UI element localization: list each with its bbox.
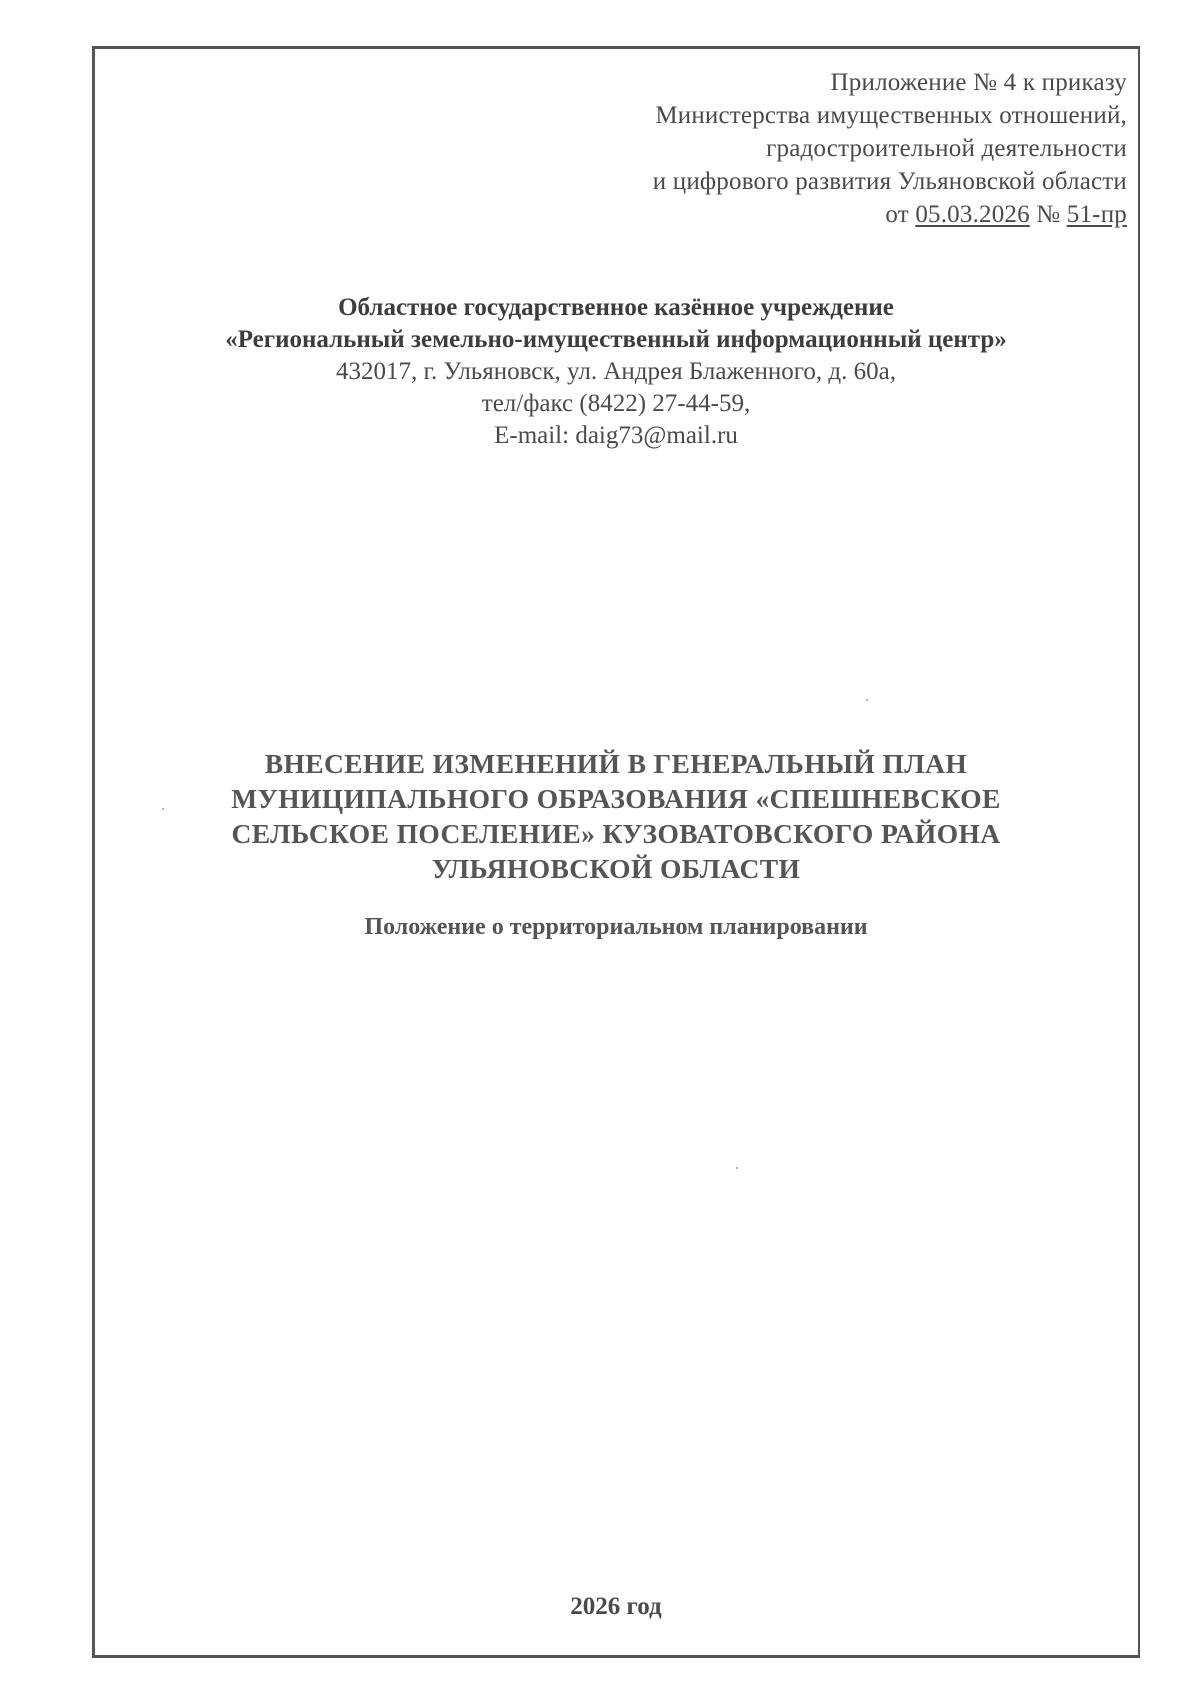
- organization-phone: тел/факс (8422) 27-44-59,: [481, 390, 751, 417]
- document-year: 2026 год: [570, 1593, 662, 1620]
- title-line: УЛЬЯНОВСКОЙ ОБЛАСТИ: [431, 853, 801, 884]
- organization-email: E-mail: daig73@mail.ru: [494, 422, 738, 449]
- organization-name: «Региональный земельно-имущественный информационный центр»: [225, 326, 1007, 353]
- approval-stamp: [653, 66, 1127, 231]
- approval-line-3: градостроительной деятельности: [766, 135, 1127, 162]
- document-subtitle: Положение о территориальном планировании: [364, 914, 868, 940]
- approval-date-prefix: от: [885, 201, 916, 228]
- title-line: МУНИЦИПАЛЬНОГО ОБРАЗОВАНИЯ «СПЕШНЕВСКОЕ: [231, 783, 1001, 814]
- organization-header: [92, 292, 1140, 452]
- organization-type: Областное государственное казённое учреждение: [338, 294, 894, 321]
- approval-number: 51-пр: [1066, 201, 1127, 228]
- scan-speck: [162, 808, 164, 810]
- title-line: ВНЕСЕНИЕ ИЗМЕНЕНИЙ В ГЕНЕРАЛЬНЫЙ ПЛАН: [264, 748, 968, 779]
- scan-speck: [736, 1167, 738, 1169]
- approval-date: 05.03.2026: [915, 201, 1030, 228]
- organization-address: 432017, г. Ульяновск, ул. Андрея Блаженного, д. 60а,: [336, 358, 896, 385]
- approval-line-1: Приложение № 4 к приказу: [830, 69, 1127, 96]
- scan-speck: [866, 699, 868, 701]
- title-line: СЕЛЬСКОЕ ПОСЕЛЕНИЕ» КУЗОВАТОВСКОГО РАЙОНА: [231, 818, 1001, 849]
- approval-number-prefix: №: [1029, 201, 1067, 228]
- approval-date-line: [653, 198, 1127, 231]
- approval-line-2: Министерства имущественных отношений,: [655, 102, 1127, 129]
- approval-line-4: и цифрового развития Ульяновской области: [652, 168, 1127, 195]
- document-title: [92, 746, 1140, 886]
